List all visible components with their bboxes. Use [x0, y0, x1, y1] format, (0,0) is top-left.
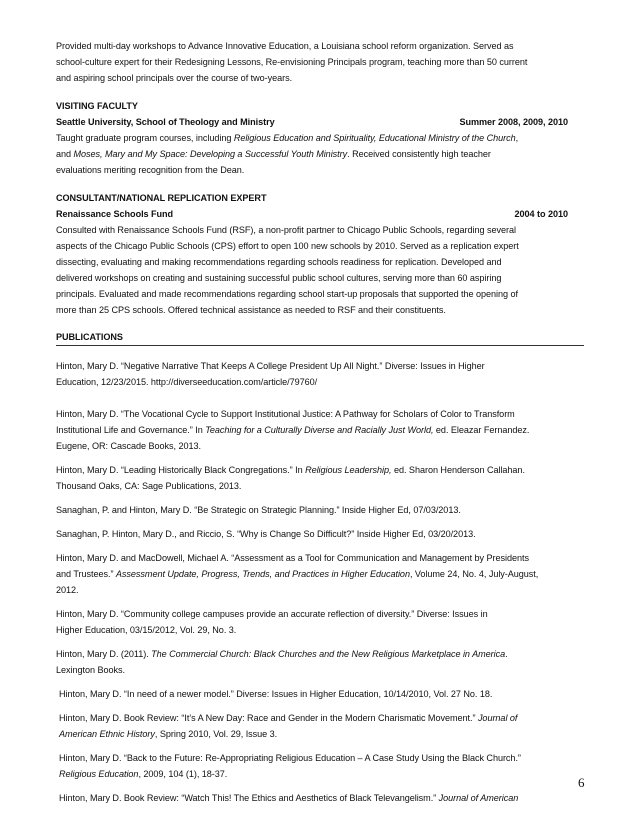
- text-run: Hinton, Mary D. “Leading Historically Black Congregations.” In: [56, 465, 306, 475]
- publication-entry: [56, 502, 584, 518]
- book-title: Religious Leadership,: [305, 465, 392, 475]
- publication-entry: [56, 750, 584, 782]
- course-title: Religious Education and Spirituality, Educational Ministry of the Church: [233, 133, 516, 143]
- citation-line: [56, 646, 584, 662]
- publication-entry: [56, 526, 584, 542]
- publication-entry: [56, 710, 584, 742]
- citation-line: Sanaghan, P. Hinton, Mary D., and Riccio, S. “Why is Change So Difficult?” Inside Higher Ed, 03/20/2013.: [56, 529, 476, 539]
- text-run: .: [505, 649, 508, 659]
- citation-line: [59, 710, 584, 726]
- text-run: , Volume 24, No. 4, July-August,: [409, 569, 539, 579]
- publication-entry: [56, 358, 584, 390]
- text-run: Institutional Life and Governance.” In: [56, 425, 206, 435]
- course-title: Moses, Mary and My Space: Developing a Successful Youth Ministry: [73, 149, 348, 159]
- position-description: delivered workshops on creating and sustaining successful public school cultures, serving more than 60 aspiring: [56, 273, 502, 283]
- organization-name: Renaissance Schools Fund: [56, 209, 174, 219]
- text-run: , Spring 2010, Vol. 29, Issue 3.: [154, 729, 278, 739]
- citation-line: [56, 566, 584, 582]
- position-description: principals. Evaluated and made recommendations regarding school start-up proposals that supported the opening of: [56, 289, 519, 299]
- section-heading-visiting-faculty: VISITING FACULTY: [56, 101, 138, 111]
- citation-line: Hinton, Mary D. “Negative Narrative That Keeps A College President Up All Night.” Diverse: Issues in Higher: [56, 361, 485, 371]
- position-row: [56, 114, 584, 130]
- intro-line: school-culture expert for their Redesigning Lessons, Re-envisioning Principals program, teaching more than 50 current: [56, 57, 528, 67]
- text-run: . Received consistently high teacher: [347, 149, 491, 159]
- journal-title: American Ethnic History: [59, 729, 155, 739]
- text-run: and: [56, 149, 74, 159]
- text-run: Hinton, Mary D. Book Review: “Watch This! The Ethics and Aesthetics of Black Televangelism.”: [59, 793, 439, 803]
- citation-line: Hinton, Mary D. and MacDowell, Michael A. “Assessment as a Tool for Communication and Management by Presidents: [56, 553, 529, 563]
- book-title: The Commercial Church: Black Churches and the New Religious Marketplace in America: [151, 649, 506, 659]
- publication-entry: [56, 646, 584, 678]
- section-heading-consultant: CONSULTANT/NATIONAL REPLICATION EXPERT: [56, 193, 267, 203]
- citation-line: Hinton, Mary D. “In need of a newer model.” Diverse: Issues in Higher Education, 10/14/2010, Vol. 27 No. 18.: [59, 689, 493, 699]
- publication-entry: [56, 406, 584, 454]
- position-row: [56, 206, 584, 222]
- section-heading-publications: PUBLICATIONS: [56, 330, 584, 346]
- text-run: ed. Sharon Henderson Callahan.: [391, 465, 525, 475]
- journal-title: Journal of: [477, 713, 518, 723]
- publication-entry: [56, 550, 584, 598]
- organization-name: Seattle University, School of Theology and Ministry: [56, 117, 275, 127]
- citation-line: [59, 790, 584, 806]
- position-dates: 2004 to 2010: [514, 209, 568, 219]
- citation-line: 2012.: [56, 585, 79, 595]
- citation-line: [59, 766, 584, 782]
- citation-line: Lexington Books.: [56, 665, 125, 675]
- citation-line: [59, 726, 584, 742]
- publication-entry: [56, 686, 584, 702]
- text-run: ,: [515, 133, 519, 143]
- text-run: , 2009, 104 (1), 18-37.: [138, 769, 228, 779]
- journal-title: Religious Education: [59, 769, 139, 779]
- position-description: [56, 130, 584, 146]
- citation-line: Higher Education, 03/15/2012, Vol. 29, No. 3.: [56, 625, 237, 635]
- citation-line: Hinton, Mary D. “The Vocational Cycle to Support Institutional Justice: A Pathway for Scholars of Color to Transform: [56, 409, 515, 419]
- position-description: dissecting, evaluating and making recommendations regarding schools readiness for replication. Developed and: [56, 257, 502, 267]
- citation-line: Hinton, Mary D. “Community college campuses provide an accurate reflection of diversity.” Diverse: Issues in: [56, 609, 488, 619]
- citation-line: Thousand Oaks, CA: Sage Publications, 2013.: [56, 481, 242, 491]
- citation-line: Sanaghan, P. and Hinton, Mary D. “Be Strategic on Strategic Planning.” Inside Higher Ed, 07/03/2013.: [56, 505, 461, 515]
- position-description: [56, 146, 584, 162]
- publication-entry: [56, 606, 584, 638]
- book-title: Teaching for a Culturally Diverse and Racially Just World,: [205, 425, 434, 435]
- text-run: Hinton, Mary D. Book Review: “It’s A New Day: Race and Gender in the Modern Charismatic Movement.”: [59, 713, 478, 723]
- page-content: [56, 38, 584, 806]
- publication-entry: [56, 790, 584, 806]
- intro-line: and aspiring school principals over the course of two-years.: [56, 73, 293, 83]
- position-description: more than 25 CPS schools. Offered technical assistance as needed to RSF and their constituents.: [56, 305, 446, 315]
- citation-line: [56, 422, 584, 438]
- text-run: and Trustees.”: [56, 569, 116, 579]
- citation-line: Hinton, Mary D. “Back to the Future: Re-Appropriating Religious Education – A Case Study Using the Black Church.”: [59, 753, 521, 763]
- publication-entry: [56, 462, 584, 494]
- position-description: aspects of the Chicago Public Schools (CPS) effort to open 100 new schools by 2010. Served as a replication expert: [56, 241, 519, 251]
- journal-title: Assessment Update, Progress, Trends, and Practices in Higher Education: [115, 569, 410, 579]
- intro-line: Provided multi-day workshops to Advance Innovative Education, a Louisiana school reform organization. Served as: [56, 41, 514, 51]
- text-run: Taught graduate program courses, including: [56, 133, 234, 143]
- citation-line: [56, 462, 584, 478]
- citation-line: Education, 12/23/2015. http://diverseeducation.com/article/79760/: [56, 377, 318, 387]
- position-description: Consulted with Renaissance Schools Fund (RSF), a non-profit partner to Chicago Public Schools, regarding several: [56, 225, 516, 235]
- position-description: evaluations meriting recognition from the Dean.: [56, 165, 245, 175]
- citation-line: Eugene, OR: Cascade Books, 2013.: [56, 441, 202, 451]
- position-dates: Summer 2008, 2009, 2010: [459, 117, 568, 127]
- text-run: ed. Eleazar Fernandez.: [433, 425, 530, 435]
- text-run: Hinton, Mary D. (2011).: [56, 649, 152, 659]
- page-number: 6: [578, 775, 585, 790]
- journal-title: Journal of American: [438, 793, 519, 803]
